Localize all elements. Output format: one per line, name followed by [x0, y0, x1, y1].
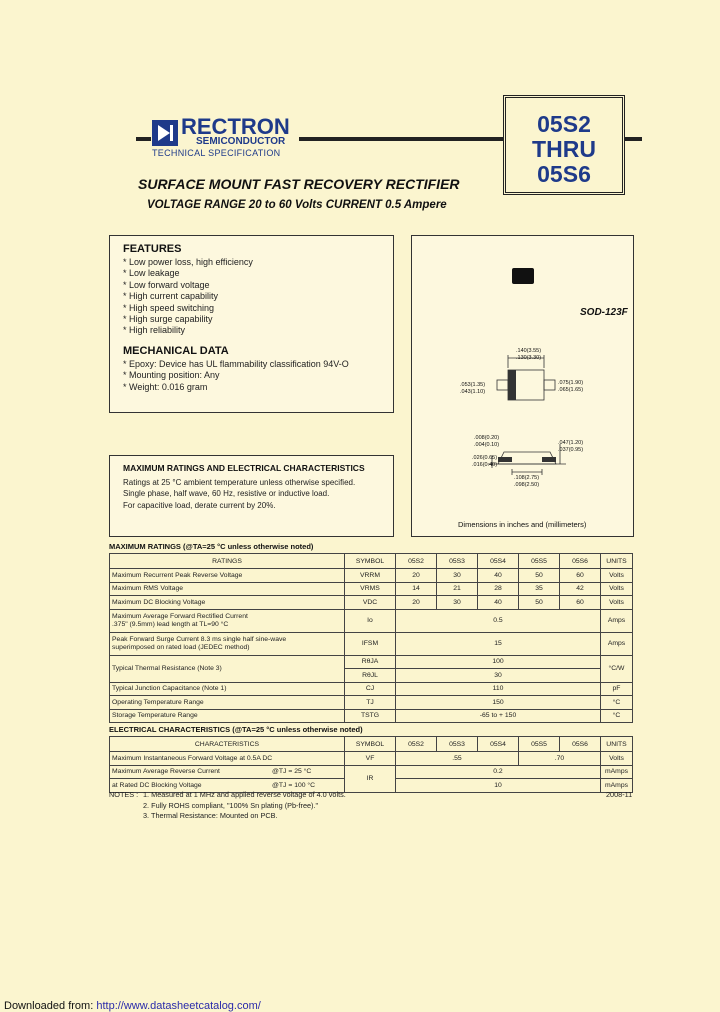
- elec-table: [109, 736, 633, 793]
- dim-pad: .026(0.65) .016(0.40): [472, 455, 498, 468]
- features-list: [123, 257, 253, 337]
- header-rule-middle: [299, 137, 504, 141]
- col-header: 05S4: [478, 737, 519, 752]
- list-item: * High current capability: [123, 291, 219, 302]
- list-item: Single phase, half wave, 60 Hz, resistive or inductive load.: [123, 489, 330, 499]
- col-header: UNITS: [601, 554, 633, 569]
- table-row: Maximum Average Forward Rectified Current .375" (9.5mm) lead length at TL=90 °C Io 0.5 Amps: [110, 609, 633, 632]
- table-row: at Rated DC Blocking Voltage @TJ = 100 °C 10 mAmps: [110, 779, 633, 793]
- dim-right: .075(1.90) .065(1.65): [558, 380, 584, 393]
- package-box: [411, 235, 634, 537]
- dim-top: .140(3.55) .130(3.30): [516, 348, 542, 361]
- max-ratings-caption: MAXIMUM RATINGS (@TA=25 °C unless otherwise noted): [109, 542, 314, 551]
- document-title: SURFACE MOUNT FAST RECOVERY RECTIFIER: [138, 176, 460, 192]
- list-item: For capacitive load, derate current by 20%.: [123, 500, 276, 510]
- revision-date: 2008-11: [606, 790, 633, 799]
- col-header: 05S5: [519, 554, 560, 569]
- list-item: 1. Measured at 1 MHz and applied reverse voltage of 4.0 volts.: [143, 790, 346, 799]
- col-header: 05S5: [519, 737, 560, 752]
- mechanical-heading: MECHANICAL DATA: [123, 345, 229, 357]
- package-label: SOD-123F: [580, 307, 628, 318]
- list-item: 2. Fully ROHS compliant, "100% Sn plating (Pb-free).": [143, 800, 319, 810]
- ratings-conditions: [123, 477, 355, 511]
- col-header: SYMBOL: [345, 554, 396, 569]
- list-item: * Mounting position: Any: [123, 370, 220, 381]
- dimensions-note: Dimensions in inches and (millimeters): [458, 520, 587, 529]
- table-row: Maximum Recurrent Peak Reverse Voltage VRRM 20 30 40 50 60 Volts: [110, 569, 633, 583]
- table-row: RθJL 30: [110, 669, 633, 683]
- header-rule-left: [136, 137, 151, 141]
- list-item: * Epoxy: Device has UL flammability classification 94V-O: [123, 359, 349, 369]
- footer-link[interactable]: http://www.datasheetcatalog.com/: [96, 1000, 261, 1012]
- table-row: Typical Junction Capacitance (Note 1) CJ 110 pF: [110, 682, 633, 696]
- dim-left: .053(1.35) .043(1.10): [460, 382, 486, 395]
- dim-lead: .008(0.20) .004(0.10): [474, 435, 500, 448]
- list-item: 3. Thermal Resistance: Mounted on PCB.: [143, 811, 278, 820]
- col-header: 05S3: [437, 737, 478, 752]
- part-thru: THRU: [532, 136, 596, 162]
- col-header: UNITS: [601, 737, 633, 752]
- table-row: Operating Temperature Range TJ 150 °C: [110, 696, 633, 710]
- rectron-logo-icon: [152, 120, 178, 146]
- features-heading: FEATURES: [123, 243, 182, 255]
- ratings-heading: MAXIMUM RATINGS AND ELECTRICAL CHARACTERISTICS: [123, 463, 365, 473]
- elec-caption: ELECTRICAL CHARACTERISTICS (@TA=25 °C unless otherwise noted): [109, 725, 363, 734]
- download-footer: [4, 1000, 261, 1012]
- list-item: * Low power loss, high efficiency: [123, 257, 253, 267]
- table-row: Peak Forward Surge Current 8.3 ms single half sine-wave superimposed on rated load (JEDEC method) IFSM 15 Amps: [110, 632, 633, 655]
- list-item: * High surge capability: [123, 314, 213, 325]
- list-item: * High speed switching: [123, 302, 215, 313]
- list-item: * High reliability: [123, 325, 186, 336]
- package-image: [512, 268, 534, 284]
- part-from: 05S2: [537, 111, 591, 137]
- part-number-box: [503, 95, 625, 195]
- notes-prefix: NOTES :: [109, 790, 139, 799]
- table-row: Maximum RMS Voltage VRMS 14 21 28 35 42 Volts: [110, 582, 633, 596]
- table-row: Storage Temperature Range TSTG -65 to + 150 °C: [110, 709, 633, 723]
- col-header: RATINGS: [110, 554, 345, 569]
- col-header: 05S2: [396, 737, 437, 752]
- dim-height: .047(1.20) .037(0.95): [558, 440, 584, 453]
- mechanical-list: [123, 359, 349, 393]
- features-box: [109, 235, 394, 413]
- max-ratings-table: [109, 553, 633, 723]
- part-to: 05S6: [537, 161, 591, 187]
- document-subtitle: VOLTAGE RANGE 20 to 60 Volts CURRENT 0.5 Ampere: [147, 199, 447, 211]
- list-item: Ratings at 25 °C ambient temperature unless otherwise specified.: [123, 478, 356, 487]
- col-header: 05S3: [437, 554, 478, 569]
- list-item: * Low leakage: [123, 268, 180, 279]
- col-header: CHARACTERISTICS: [110, 737, 345, 752]
- table-row: Maximum Average Reverse Current @TJ = 25 °C IR 0.2 mAmps: [110, 765, 633, 779]
- notes-list: [143, 790, 346, 822]
- footer-prefix: Downloaded from:: [4, 1000, 94, 1012]
- col-header: 05S4: [478, 554, 519, 569]
- dim-bottom: .108(2.75) .098(2.50): [514, 475, 540, 488]
- table-row: Maximum Instantaneous Forward Voltage at 0.5A DC VF .55 .70 Volts: [110, 752, 633, 766]
- list-item: * Low forward voltage: [123, 279, 210, 290]
- col-header: SYMBOL: [345, 737, 396, 752]
- col-header: 05S2: [396, 554, 437, 569]
- list-item: * Weight: 0.016 gram: [123, 381, 208, 392]
- header-rule-right: [622, 137, 642, 141]
- company-name: RECTRON: [181, 114, 290, 139]
- ratings-info-box: [109, 455, 394, 537]
- col-header: 05S6: [560, 554, 601, 569]
- table-row: Typical Thermal Resistance (Note 3) RθJA 100 °C/W: [110, 655, 633, 669]
- technical-specification: TECHNICAL SPECIFICATION: [152, 148, 281, 158]
- table-row: Maximum DC Blocking Voltage VDC 20 30 40 50 60 Volts: [110, 596, 633, 610]
- col-header: 05S6: [560, 737, 601, 752]
- company-division: SEMICONDUCTOR: [196, 136, 286, 147]
